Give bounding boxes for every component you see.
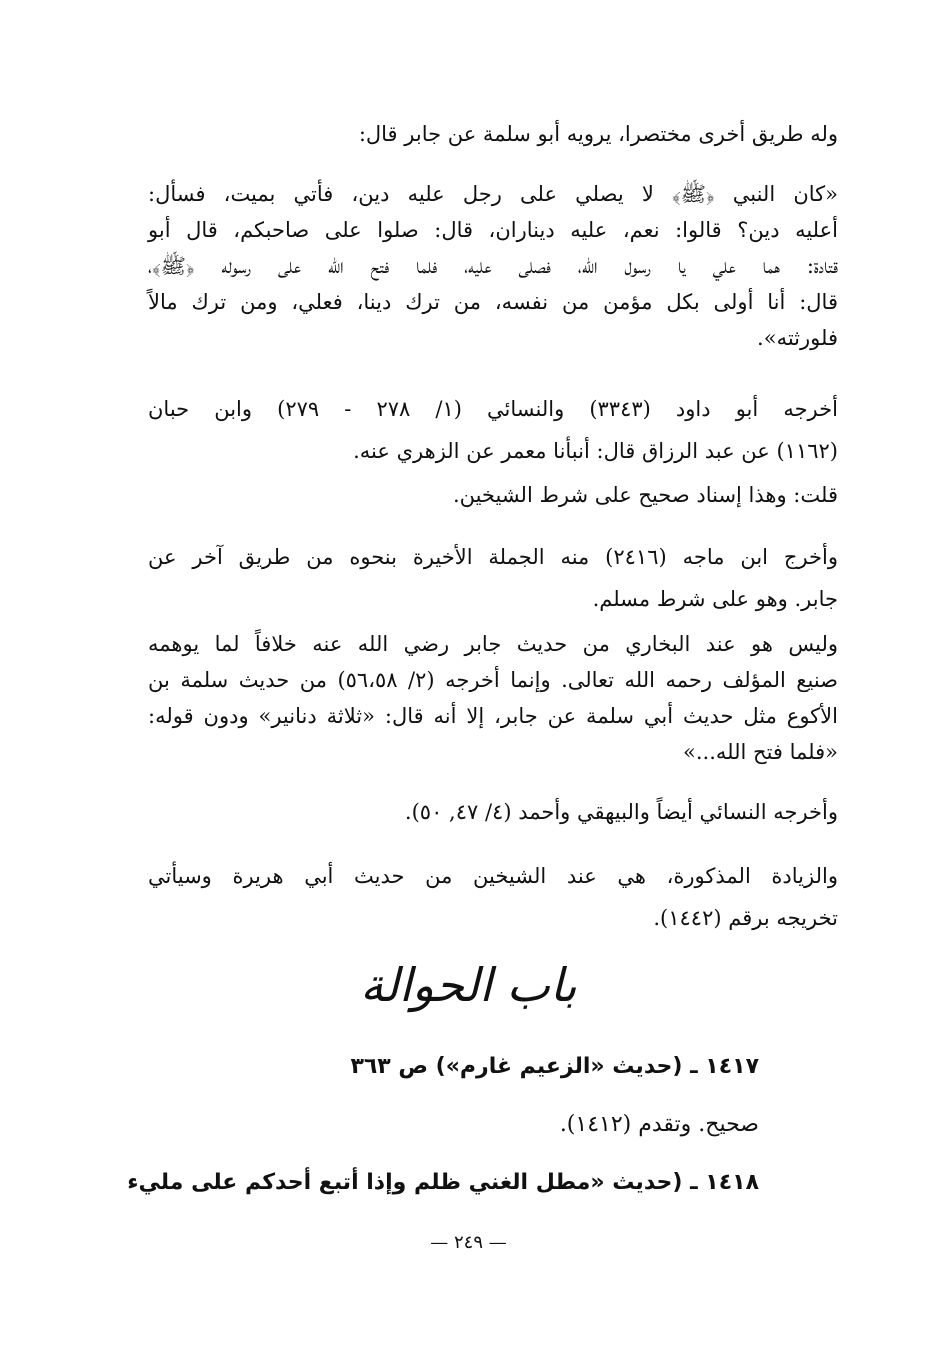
paragraph-comment [148, 483, 838, 507]
text-line: أعليه دين؟ قالوا: نعم، عليه ديناران، قال: صلوا على صاحبكم، قال أبو [148, 218, 838, 242]
text-line: «فلما فتح الله...» [683, 740, 838, 764]
text-line: وأخرجه النسائي أيضاً والبيهقي وأحمد (٤/ ٤٧, ٥٠). [404, 800, 838, 824]
paragraph-ibn-majah [148, 536, 838, 620]
entry-1417-note: صحيح. وتقدم (١٤١٢). [559, 1112, 759, 1137]
text-line: قتادة: هما علي يا رسول الله، فصلى عليه، فلما فتح الله على رسوله ﴿ﷺ﴾، [148, 254, 838, 278]
text-line: فلورثته». [757, 326, 838, 350]
paragraph-takhrij [148, 388, 838, 472]
paragraph-bukhari [148, 626, 838, 770]
page-number: — ٢٤٩ — [430, 1232, 507, 1253]
text-line: قلت: وهذا إسناد صحيح على شرط الشيخين. [452, 483, 838, 507]
text-line: تخريجه برقم (١٤٤٢). [653, 906, 838, 930]
text-line: صنيع المؤلف رحمه الله تعالى. وإنما أخرجه (٢/ ٥٦،٥٨) من حديث سلمة بن [148, 668, 838, 692]
text-line: (١١٦٢) عن عبد الرزاق قال: أنبأنا معمر عن الزهري عنه. [353, 439, 838, 463]
text-line: وله طريق أخرى مختصرا، يرويه أبو سلمة عن جابر قال: [358, 122, 838, 146]
text-line: وأخرج ابن ماجه (٢٤١٦) منه الجملة الأخيرة بنحوه من طريق آخر عن [148, 545, 838, 569]
entry-1417: ١٤١٧ ـ (حديث «الزعيم غارم») ص ٣٦٣ [350, 1054, 759, 1079]
text-line: قال: أنا أولى بكل مؤمن من نفسه، من ترك دينا، فعلي، ومن ترك مالاً [148, 290, 838, 314]
text-line: جابر. وهو على شرط مسلم. [592, 587, 838, 611]
text-line: أخرجه أبو داود (٣٣٤٣) والنسائي (١/ ٢٧٨ - ٢٧٩) وابن حبان [148, 397, 838, 421]
text-line: والزيادة المذكورة، هي عند الشيخين من حديث أبي هريرة وسيأتي [148, 864, 838, 888]
paragraph-intro [148, 122, 838, 146]
paragraph-nasai [148, 800, 838, 824]
text-line: الأكوع مثل حديث أبي سلمة عن جابر، إلا أنه قال: «ثلاثة دنانير» ودون قوله: [148, 704, 838, 728]
paragraph-hadith [148, 176, 838, 356]
chapter-title: باب الحوالة [360, 958, 577, 1012]
text-line: «كان النبي ﴿ﷺ﴾ لا يصلي على رجل عليه دين، فأتي بميت، فسأل: [148, 182, 838, 206]
paragraph-ziyada [148, 855, 838, 939]
entry-1418: ١٤١٨ ـ (حديث «مطل الغني ظلم وإذا أتبع أحدكم على مليء [127, 1170, 759, 1195]
text-line: وليس هو عند البخاري من حديث جابر رضي الله عنه خلافاً لما يوهمه [148, 632, 838, 656]
